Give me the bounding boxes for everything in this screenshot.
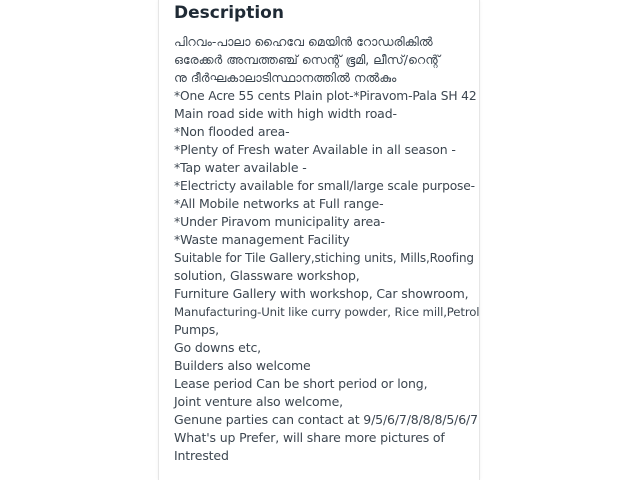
description-line: *Non flooded area- [174, 124, 290, 139]
description-line: *Plenty of Fresh water Available in all season - [174, 142, 456, 157]
description-line: പിറവം-പാലാ ഹൈവേ മെയിൻ റോഡരികിൽ [174, 34, 433, 49]
description-line: Joint venture also welcome, [174, 394, 343, 409]
description-line: Suitable for Tile Gallery,stiching units, Mills,Roofing [174, 251, 474, 265]
description-line: Lease period Can be short period or long, [174, 376, 428, 391]
description-line: *All Mobile networks at Full range- [174, 196, 384, 211]
description-line: Intrested [174, 448, 229, 463]
description-line: Furniture Gallery with workshop, Car showroom, [174, 286, 469, 301]
description-line: *Waste management Facility [174, 232, 350, 247]
description-line: *Electricty available for small/large scale purpose- [174, 179, 475, 193]
description-line: solution, Glassware workshop, [174, 268, 360, 283]
description-line: What's up Prefer, will share more pictures of [174, 430, 445, 445]
description-line: Builders also welcome [174, 358, 311, 373]
description-heading: Description [174, 3, 284, 23]
description-text [174, 33, 479, 465]
description-line: *Under Piravom municipality area- [174, 214, 385, 229]
description-line: Pumps, [174, 322, 219, 337]
description-line: നു ദീർഘകാലാടിസ്ഥാനത്തിൽ നൽകും [174, 70, 397, 85]
description-line: Manufacturing-Unit like curry powder, Rice mill,Petrol [174, 305, 480, 319]
description-card [158, 0, 480, 480]
description-line: *One Acre 55 cents Plain plot-*Piravom-Pala SH 42 [174, 89, 477, 103]
description-line: ഒരേക്കർ അമ്പത്തഞ്ച് സെന്റ് ഭൂമി, ലീസ്/റെന്റ് [174, 52, 440, 67]
description-line: Go downs etc, [174, 340, 262, 355]
description-line: *Tap water available - [174, 160, 307, 175]
description-line: Genune parties can contact at 9/5/6/7/8/8/8/5/6/7 [174, 412, 478, 427]
description-line: Main road side with high width road- [174, 106, 397, 121]
